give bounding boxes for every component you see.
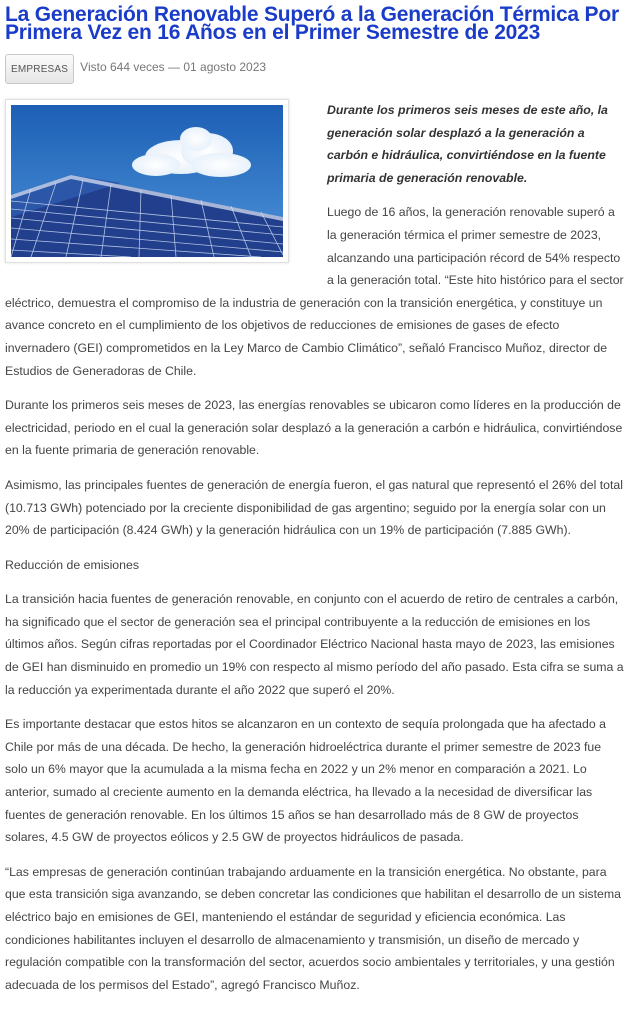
- solar-panels-photo-icon: [11, 105, 283, 257]
- section-heading: Reducción de emisiones: [5, 557, 139, 572]
- paragraph: Durante los primeros seis meses de 2023, las energías renovables se ubicaron como líderes en la producción de electricidad, periodo en el cual la generación solar desplazó a la generación a carbón e hidráulica, convirtiéndose en la fuente primaria de generación renovable.: [5, 398, 623, 458]
- paragraph: “Las empresas de generación continúan trabajando arduamente en la transición energética. No obstante, para que esta transición siga avanzando, se deben concretar las condiciones que habilitan el desarrollo de un sistema eléctrico bajo en emisiones de GEI, manteniendo el estándar de seguridad y eficiencia económica. Las condiciones habilitantes incluyen el desarrollo de almacenamiento y transmisión, un diseño de mercado y regulación compatible con la transformación del sector, acuerdos socio ambientales y territoriales, y una gestión adecuada de los permisos del Estado”, agregó Francisco Muñoz.: [5, 864, 621, 992]
- paragraph: Asimismo, las principales fuentes de generación de energía fueron, el gas natural que representó el 26% del total (10.713 GWh) potenciado por la creciente disponibilidad de gas argentino; seguido por la energía solar con un 20% de participación (8.424 GWh) y la generación hidráulica con un 19% de participación (7.885 GWh).: [5, 477, 623, 538]
- paragraph: Es importante destacar que estos hitos se alcanzaron en un contexto de sequía prolongada que ha afectado a Chile por más de una década. De hecho, la generación hidroeléctrica durante el primer semestre de 2023 fue solo un 6% mayor que la acumulada a la misma fecha en 2022 y un 2% menor en comparación a 2021. Lo anterior, sumado al creciente aumento en la demanda eléctrica, ha llevado a la necesidad de diversificar las fuentes de generación renovable. En los últimos 15 años se han desarrollado más de 8 GW de proyectos solares, 4.5 GW de proyectos eólicos y 2.5 GW de proyectos hidráulicos de pasada.: [5, 717, 606, 845]
- article-body: [5, 99, 624, 996]
- category-tag[interactable]: EMPRESAS: [5, 54, 74, 84]
- paragraph: La transición hacia fuentes de generación renovable, en conjunto con el acuerdo de retiro de centrales a carbón, ha significado que el sector de generación sea el principal contribuyente a la reducción de emisiones en los últimos años. Según cifras reportadas por el Coordinador Eléctrico Nacional hasta mayo de 2023, las emisiones de GEI han disminuido en promedio un 19% con respecto al mismo período del año pasado. Esta cifra se suma a la reducción ya experimentada durante el año 2022 que superó el 20%.: [5, 592, 624, 697]
- paragraph: Luego de 16 años, la generación renovable superó a la generación térmica el primer semestre de 2023, alcanzando una participación récord de 54% respecto a la generación total. “Este hito histórico para el sector eléctrico, demuestra el compromiso de la industria de generación con la transición energética, y constituye un avance concreto en el cumplimiento de los objetivos de reducciones de emisiones de gases de efecto invernadero (GEI) comprometidos en la Ley Marco de Cambio Climático”, señaló Francisco Muñoz, director de Estudios de Generadoras de Chile.: [5, 205, 624, 378]
- article-lead: Durante los primeros seis meses de este año, la generación solar desplazó a la generación a carbón e hidráulica, convirtiéndose en la fuente primaria de generación renovable.: [327, 103, 608, 185]
- article-meta: [5, 54, 624, 84]
- article-title: La Generación Renovable Superó a la Generación Térmica Por Primera Vez en 16 Años en el Primer Semestre de 2023: [5, 3, 619, 44]
- article-image: [5, 99, 289, 263]
- views-and-date: Visto 644 veces — 01 agosto 2023: [80, 60, 267, 74]
